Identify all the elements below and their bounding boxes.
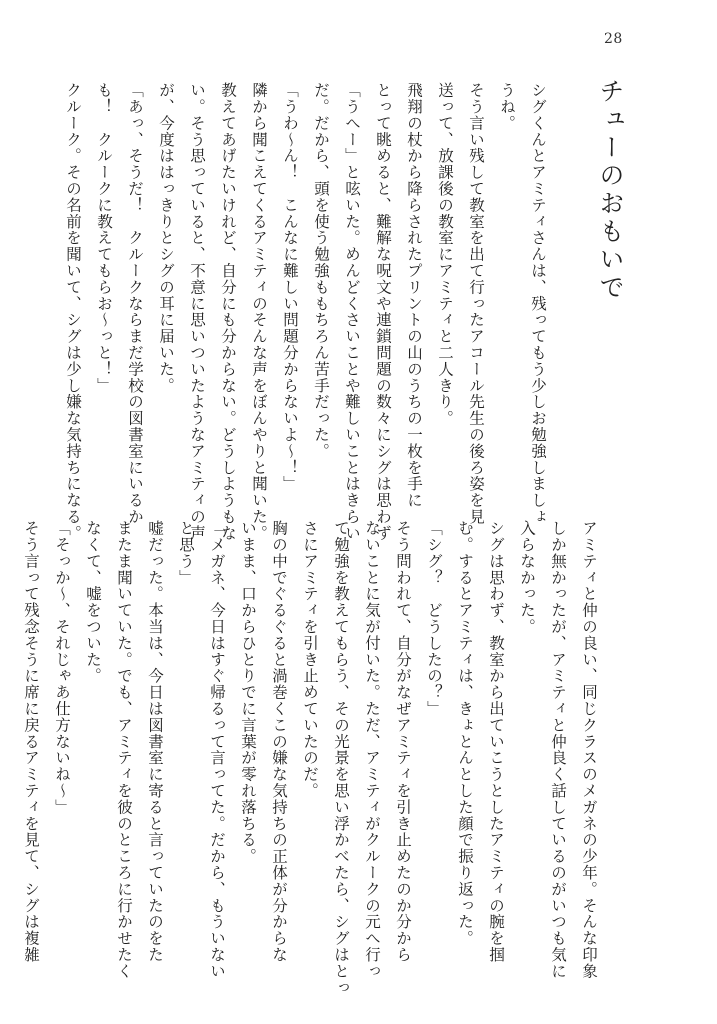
text-line: 送って、放課後の教室にアミティと二人きり。 [436, 82, 454, 427]
text-line: 教えてあげたいけれど、自分にも分からない。どうしようもな [219, 82, 237, 542]
text-line: 「あっ、そうだ！ クルークならまだ学校の図書室にいるか [126, 82, 144, 525]
text-line: なくて、嘘をついた。 [84, 520, 102, 684]
text-line: そう問われて、自分がなぜアミティを引き止めたのか分から [394, 520, 412, 963]
text-line: 「メガネ、今日はすぐ帰るって言ってた。だから、もういない [208, 520, 226, 980]
text-line: うね。 [498, 82, 516, 132]
chapter-title: チューのおもいで [596, 78, 625, 302]
text-line: 「シグ？ どうしたの？」 [425, 520, 443, 717]
text-line: とって眺めると、難解な呪文や連鎖問題の数々にシグは思わず [374, 82, 392, 542]
text-line: い。そう思っていると、不意に思いついたようなアミティの声 [188, 82, 206, 542]
text-block-lower [15, 520, 604, 996]
text-line: 「うわ～ん！ こんなに難しい問題分からないよ～！」 [281, 82, 299, 492]
text-line: 飛翔の杖から降らされたプリントの山のうちの一枚を手に [405, 82, 423, 509]
text-line: も！ クルークに教えてもらお～っと！」 [95, 82, 113, 394]
text-line: が、今度ははっきりとシグの耳に届いた。 [157, 82, 175, 394]
text-line: と思う」 [177, 520, 195, 586]
text-line: クルーク。その名前を聞いて、シグは少し嫌な気持ちになる。 [64, 82, 82, 542]
text-line: そう言って残念そうに席に戻るアミティを見て、シグは複雑 [22, 520, 40, 963]
page-number: 28 [604, 31, 623, 47]
text-line: そう言い残して教室を出て行ったアコール先生の後ろ姿を見 [467, 82, 485, 525]
text-line: シグは思わず、教室から出ていこうとしたアミティの腕を掴 [487, 520, 505, 963]
text-line: 隣から聞こえてくるアミティのそんな声をぼんやりと聞いた。 [250, 82, 268, 542]
text-line: む。するとアミティは、きょとんとした顔で振り返った。 [456, 520, 474, 947]
text-block-upper [57, 82, 553, 542]
text-line: アミティと仲の良い、同じクラスのメガネの少年。そんな印象 [580, 520, 598, 980]
text-line: だ。だから、頭を使う勉強ももちろん苦手だった。 [312, 82, 330, 460]
text-line: またま聞いていた。でも、アミティを彼のところに行かせたく [115, 520, 133, 980]
text-line: 胸の中でぐるぐると渦巻くこの嫌な気持ちの正体が分からな [270, 520, 288, 963]
text-line: 「そっか～、それじゃあ仕方ないね～」 [53, 520, 71, 816]
text-line: 入らなかった。 [518, 520, 536, 635]
text-line: 嘘だった。本当は、今日は図書室に寄ると言っていたのをた [146, 520, 164, 963]
text-line: 「うへー」と呟いた。めんどくさいことや難しいことはきらい [343, 82, 361, 542]
text-line: しか無かったが、アミティと仲良く話しているのがいつも気に [549, 520, 567, 980]
text-line: さにアミティを引き止めていたのだ。 [301, 520, 319, 799]
text-line: いまま、口からひとりでに言葉が零れ落ちる。 [239, 520, 257, 865]
text-line: ないことに気が付いた。ただ、アミティがクルークの元へ行っ [363, 520, 381, 980]
text-line: て勉強を教えてもらう、その光景を思い浮かべたら、シグはとっ [332, 520, 350, 996]
text-line: シグくんとアミティさんは、残ってもう少しお勉強しましょ [529, 82, 547, 525]
